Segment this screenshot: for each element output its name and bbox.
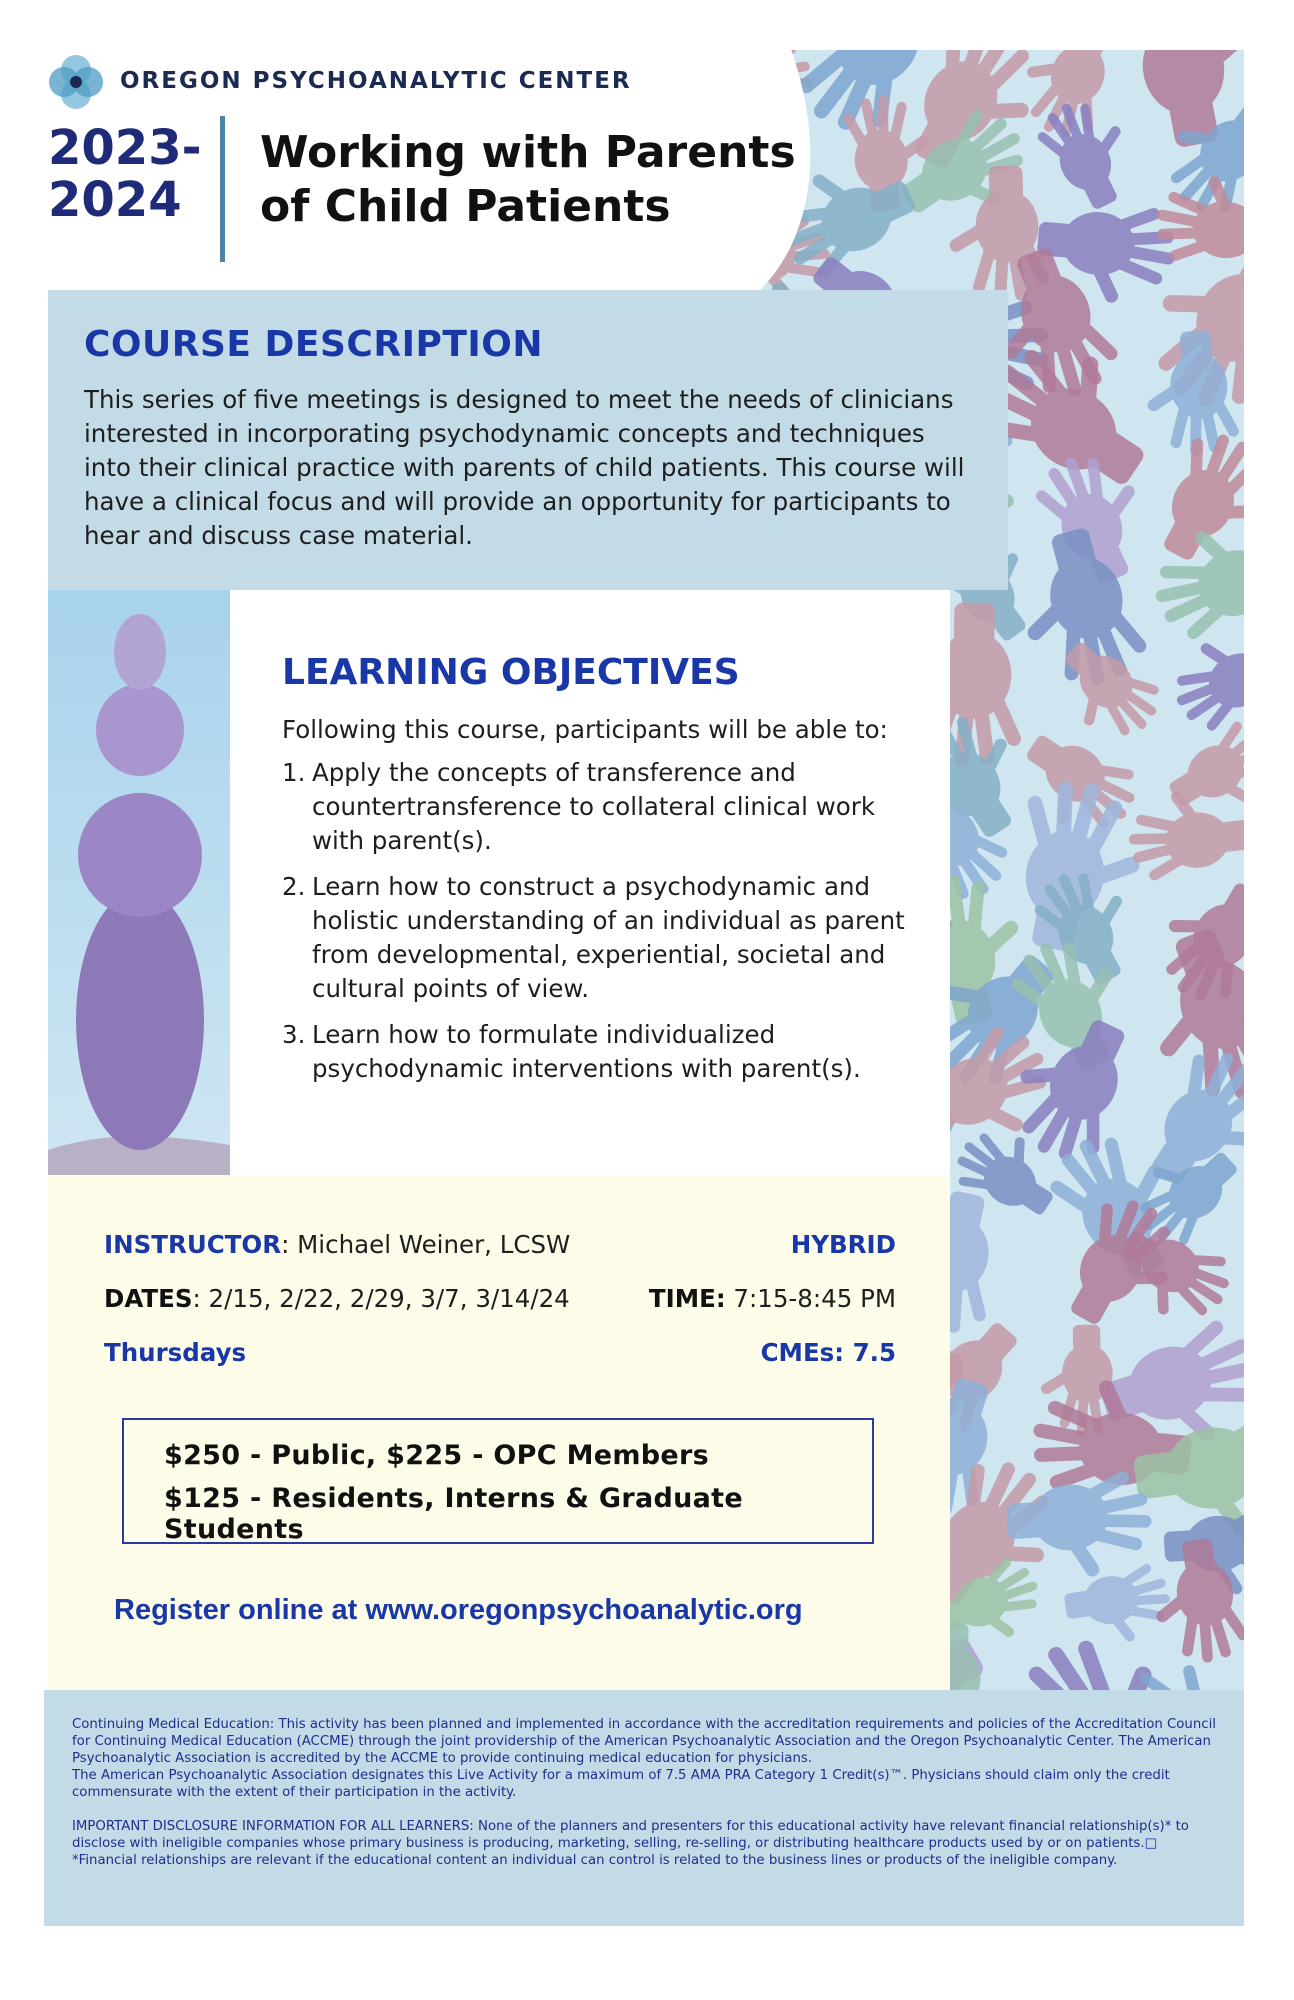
objective-item: 1. Apply the concepts of transference and countertransference to collateral clinical work with parent(s). <box>282 758 876 855</box>
financial-footnote: *Financial relationships are relevant if the educational content an individual can control is related to the business lines or products of the ineligible company. <box>72 1853 1118 1868</box>
objective-item: 2. Learn how to construct a psychodynamic and holistic understanding of an individual as parent from developmental, experiential, societal and cultural points of view. <box>282 872 905 1003</box>
objectives-list <box>282 756 920 1086</box>
meeting-day: Thursdays <box>104 1338 247 1367</box>
course-description-section <box>48 290 1008 590</box>
pricing-box <box>122 1418 874 1544</box>
title-divider <box>220 116 225 262</box>
objectives-intro: Following this course, participants will be able to: <box>282 715 888 744</box>
register-online-link[interactable]: Register online at www.oregonpsychoanalytic.org <box>114 1594 803 1626</box>
cme-credits: CMEs: 7.5 <box>760 1338 896 1367</box>
disclosure-text: IMPORTANT DISCLOSURE INFORMATION FOR ALL LEARNERS: None of the planners and presenters for this educational activity have relevant financial relationship(s)* to disclose with ineligible companies whose primary business is producing, marketing, selling, re-selling, or distributing healthcare products used by or on patients.□ <box>72 1819 1189 1851</box>
title-line-1: Working with Parents <box>260 127 796 178</box>
format-label: HYBRID <box>790 1230 896 1259</box>
instructor-line: INSTRUCTOR: Michael Weiner, LCSW <box>104 1230 571 1259</box>
balanced-stones-image <box>48 590 230 1175</box>
academic-year <box>48 122 208 226</box>
price-public-members: $250 - Public, $225 - OPC Members <box>164 1440 710 1471</box>
objective-item: 3. Learn how to formulate individualized psychodynamic interventions with parent(s). <box>282 1020 861 1083</box>
course-description-heading: COURSE DESCRIPTION <box>84 324 544 365</box>
opc-logo-icon <box>46 52 106 112</box>
year-line-1: 2023- <box>48 120 202 176</box>
learning-objectives-section <box>230 590 950 1175</box>
price-students: $125 - Residents, Interns & Graduate Students <box>164 1483 743 1545</box>
course-description-body: This series of five meetings is designed to meet the needs of clinicians interested in incorporating psychodynamic concepts and techniques into their clinical practice with parents of child patients. This course will have a clinical focus and will provide an opportunity for participants to hear and discuss case material. <box>84 385 965 550</box>
title-line-2: of Child Patients <box>260 181 671 232</box>
cme-accreditation-text: Continuing Medical Education: This activity has been planned and implemented in accordance with the accreditation requirements and policies of the Accreditation Council for Continuing Medical Education (ACCME) through the joint providership of the American Psychoanalytic Association and the Oregon Psychoanalytic Center. The American Psychoanalytic Association is accredited by the ACCME to provide continuing medical education for physicians. <box>72 1717 1216 1766</box>
cme-credit-text: The American Psychoanalytic Association designates this Live Activity for a maximum of 7.5 AMA PRA Category 1 Credit(s)™. Physicians should claim only the credit commensurate with the extent of their participation in the activity. <box>72 1768 1170 1800</box>
cme-disclosure-footer <box>44 1690 1244 1926</box>
dates-line: DATES: 2/15, 2/22, 2/29, 3/7, 3/14/24 <box>104 1284 570 1313</box>
stones-illustration <box>48 590 230 1175</box>
year-line-2: 2024 <box>48 172 182 228</box>
page-title <box>260 126 800 234</box>
organization-name: OREGON PSYCHOANALYTIC CENTER <box>120 68 632 94</box>
learning-objectives-heading: LEARNING OBJECTIVES <box>282 652 740 693</box>
time-line: TIME: 7:15-8:45 PM <box>648 1284 896 1313</box>
